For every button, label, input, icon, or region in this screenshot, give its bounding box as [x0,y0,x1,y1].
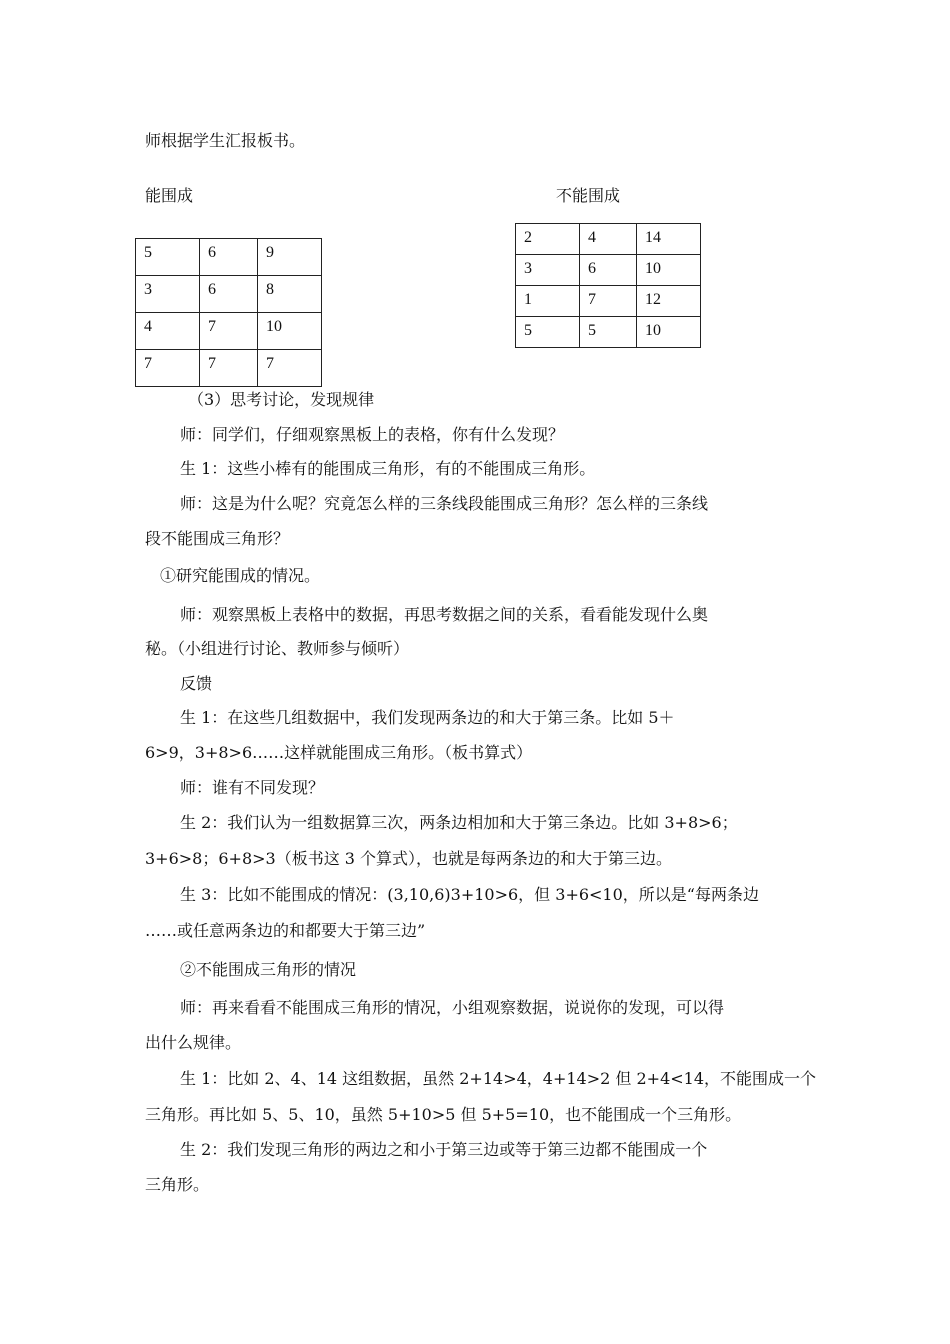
table-cell: 6 [200,239,258,276]
table-row [516,255,701,286]
table-row [516,317,701,348]
paragraph-line: 师：谁有不同发现？ [180,778,325,797]
table-cell: 6 [200,276,258,313]
table-cell: 10 [637,317,701,348]
table-cell: 7 [580,286,637,317]
paragraph-line: 生 1：比如 2、4、14 这组数据，虽然 2+14>4，4+14>2 但 2+4<14，不能围成一个 [180,1069,817,1088]
paragraph-line: 生 3：比如不能围成的情况：(3,10,6)3+10>6，但 3+6<10，所以是“每两条边 [180,885,759,904]
paragraph-line: ……或任意两条边的和都要大于第三边” [145,921,426,940]
table-row [136,276,322,313]
paragraph-line: 师：同学们，仔细观察黑板上的表格，你有什么发现？ [180,425,565,444]
paragraph-line: 生 2：我们认为一组数据算三次，两条边相加和大于第三条边。比如 3+8>6； [180,813,738,832]
table-cell: 9 [258,239,322,276]
cannot-form-table [515,223,701,348]
table-cell: 12 [637,286,701,317]
table-cell: 7 [258,350,322,387]
table-cell: 8 [258,276,322,313]
table-cell: 2 [516,224,580,255]
paragraph-line: 秘。（小组进行讨论、教师参与倾听） [145,639,410,658]
paragraph-line: 生 2：我们发现三角形的两边之和小于第三边或等于第三边都不能围成一个 [180,1140,708,1159]
can-form-title: 能围成 [145,186,194,205]
table-row [136,239,322,276]
table-cell: 10 [258,313,322,350]
paragraph-line: 三角形。再比如 5、5、10，虽然 5+10>5 但 5+5=10，也不能围成一个三角形。 [145,1105,742,1124]
cannot-form-title: 不能围成 [556,186,621,205]
paragraph-line: 出什么规律。 [145,1033,242,1052]
table-row [136,350,322,387]
table-cell: 14 [637,224,701,255]
table-cell: 7 [136,350,200,387]
paragraph-line: 师：再来看看不能围成三角形的情况，小组观察数据，说说你的发现，可以得 [180,998,725,1017]
table-cell: 3 [516,255,580,286]
table-cell: 1 [516,286,580,317]
table-cell: 5 [136,239,200,276]
subsection-heading: ①研究能围成的情况。 [160,566,321,585]
can-form-table [135,238,322,387]
paragraph-line: 师：这是为什么呢？究竟怎么样的三条线段能围成三角形？怎么样的三条线 [180,494,709,513]
paragraph-line: 生 1：这些小棒有的能围成三角形，有的不能围成三角形。 [180,459,596,478]
paragraph-line: 段不能围成三角形？ [145,529,290,548]
table-cell: 3 [136,276,200,313]
paragraph-line: 生 1：在这些几组数据中，我们发现两条边的和大于第三条。比如 5＋ [180,708,675,727]
paragraph-line: 三角形。 [145,1175,210,1194]
subsection-heading: ②不能围成三角形的情况 [180,960,357,979]
section-heading: （3）思考讨论，发现规律 [188,390,375,409]
table-row [136,313,322,350]
table-cell: 10 [637,255,701,286]
intro-line: 师根据学生汇报板书。 [145,131,306,150]
paragraph-line: 反馈 [180,674,213,693]
table-cell: 5 [580,317,637,348]
table-row [516,286,701,317]
paragraph-line: 3+6>8；6+8>3（板书这 3 个算式），也就是每两条边的和大于第三边。 [145,849,673,868]
table-cell: 5 [516,317,580,348]
paragraph-line: 师：观察黑板上表格中的数据，再思考数据之间的关系，看看能发现什么奥 [180,605,709,624]
table-row [516,224,701,255]
table-cell: 6 [580,255,637,286]
table-cell: 7 [200,350,258,387]
table-cell: 4 [136,313,200,350]
table-cell: 7 [200,313,258,350]
table-cell: 4 [580,224,637,255]
paragraph-line: 6>9，3+8>6……这样就能围成三角形。（板书算式） [145,743,533,762]
